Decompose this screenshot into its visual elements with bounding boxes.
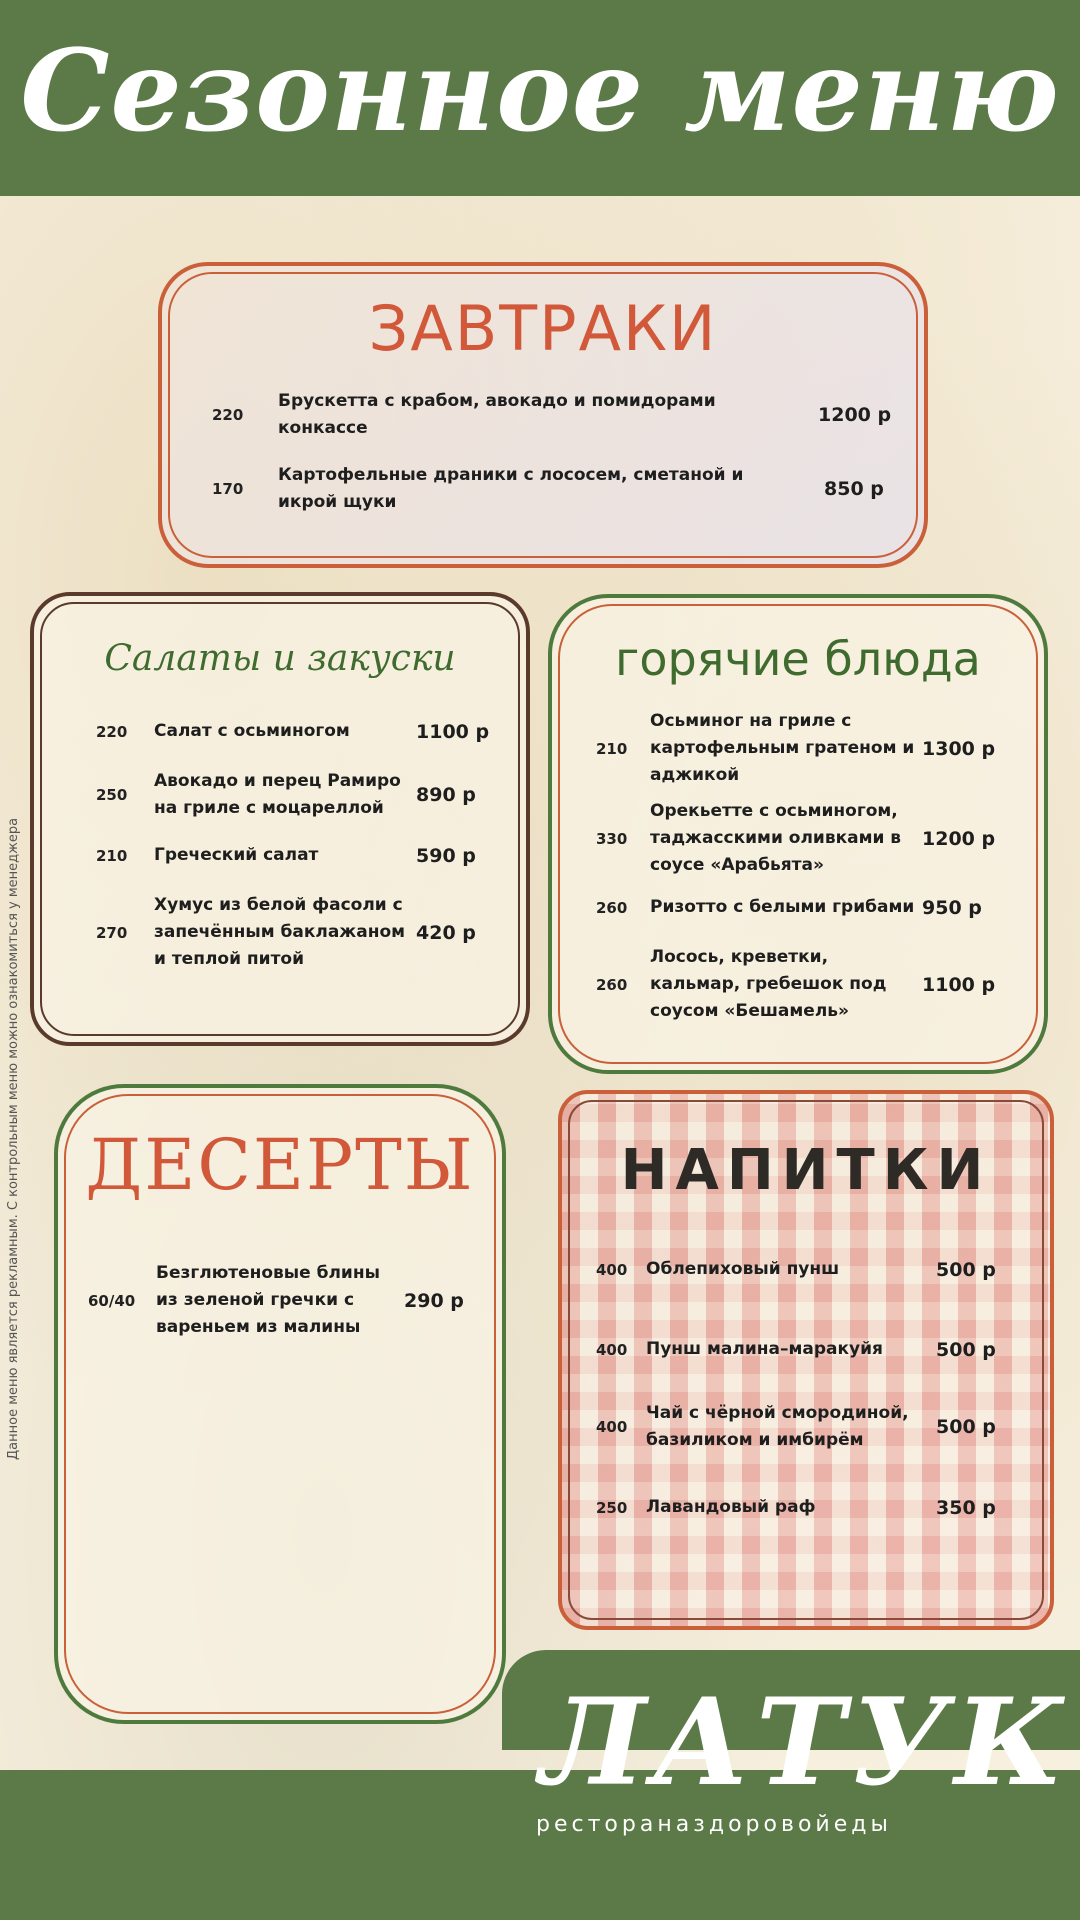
salads-section <box>30 592 530 1046</box>
item-weight: 400 <box>596 1418 628 1436</box>
item-price: 1200 р <box>922 827 996 850</box>
hot-dishes-section <box>548 594 1048 1074</box>
menu-item <box>596 1336 1026 1363</box>
menu-item <box>596 798 1016 879</box>
menu-item <box>88 1260 488 1341</box>
item-weight: 250 <box>596 1498 628 1517</box>
item-name: Греческий салат <box>154 845 319 865</box>
restaurant-logo: ЛАТУК <box>540 1672 1070 1813</box>
item-weight: 260 <box>596 975 628 994</box>
item-price: 850 р <box>824 478 884 500</box>
item-name: Хумус из белой фасоли с запечённым баклажаном и теплой питой <box>154 895 406 969</box>
item-name: Осьминог на гриле с картофельным гратеном и аджикой <box>650 711 915 785</box>
section-title-salads: Салаты и закуски <box>104 638 456 679</box>
item-price: 590 р <box>416 844 476 867</box>
item-weight: 330 <box>596 829 628 848</box>
item-name: Безглютеновые блины из зеленой гречки с вареньем из малины <box>156 1263 380 1337</box>
item-weight: 60/40 <box>88 1291 136 1310</box>
section-title-drinks: НАПИТКИ <box>620 1138 992 1203</box>
page-title: Сезонное меню <box>20 25 1060 157</box>
item-weight: 170 <box>212 480 244 498</box>
item-weight: 270 <box>96 923 128 942</box>
item-name: Лавандовый раф <box>646 1497 816 1517</box>
item-price: 1100 р <box>922 973 996 996</box>
item-price: 1300 р <box>922 737 996 760</box>
item-name: Салат с осьминогом <box>154 721 350 741</box>
item-weight: 220 <box>96 722 128 741</box>
item-price: 500 р <box>936 1338 996 1361</box>
section-title-hot: горячие блюда <box>615 632 981 686</box>
item-weight: 400 <box>596 1340 628 1359</box>
item-price: 950 р <box>922 896 982 919</box>
menu-item <box>96 892 516 973</box>
section-title-breakfast: ЗАВТРАКИ <box>368 292 718 365</box>
menu-item <box>596 1494 1026 1521</box>
item-price: 290 р <box>404 1289 464 1312</box>
menu-item <box>596 894 1016 921</box>
menu-item <box>596 944 1016 1025</box>
item-name: Брускетта с крабом, авокадо и помидорами конкассе <box>278 391 716 438</box>
item-name: Орекьетте с осьминогом, таджасскими оливками в соусе «Арабьята» <box>650 801 902 875</box>
menu-item <box>212 388 892 442</box>
item-price: 420 р <box>416 921 476 944</box>
desserts-section <box>54 1084 506 1724</box>
item-name: Картофельные драники с лососем, сметаной и икрой щуки <box>278 465 744 512</box>
restaurant-tagline: рестораназдоровойеды <box>536 1812 892 1837</box>
item-price: 1100 р <box>416 720 490 743</box>
menu-item <box>596 1400 1026 1454</box>
header-banner <box>0 0 1080 196</box>
item-name: Пунш малина–маракуйя <box>646 1339 883 1359</box>
item-weight: 210 <box>96 846 128 865</box>
item-price: 890 р <box>416 784 476 806</box>
menu-item <box>96 718 516 745</box>
item-weight: 220 <box>212 406 244 424</box>
item-price: 500 р <box>936 1416 996 1438</box>
item-name: Ризотто с белыми грибами <box>650 897 915 917</box>
item-price: 500 р <box>936 1258 996 1281</box>
menu-item <box>212 462 892 516</box>
section-title-desserts: ДЕСЕРТЫ <box>85 1124 475 1206</box>
drinks-section <box>558 1090 1054 1630</box>
menu-item <box>596 708 1016 789</box>
menu-item <box>96 768 516 822</box>
disclaimer-note: Данное меню является рекламным. С контрольным меню можно ознакомиться у менеджера <box>6 817 21 1460</box>
item-weight: 400 <box>596 1260 628 1279</box>
item-name: Облепиховый пунш <box>646 1259 840 1279</box>
item-name: Лосось, креветки, кальмар, гребешок под соусом «Бешамель» <box>650 947 887 1021</box>
item-weight: 250 <box>96 786 128 804</box>
item-name: Чай с чёрной смородиной, базиликом и имбирём <box>646 1403 909 1450</box>
menu-item <box>96 842 516 869</box>
menu-item <box>596 1256 1026 1283</box>
item-price: 1200 р <box>818 404 892 426</box>
item-weight: 260 <box>596 898 628 917</box>
breakfast-section <box>158 262 928 568</box>
item-weight: 210 <box>596 739 628 758</box>
item-name: Авокадо и перец Рамиро на гриле с моцареллой <box>154 771 401 818</box>
item-price: 350 р <box>936 1496 996 1519</box>
